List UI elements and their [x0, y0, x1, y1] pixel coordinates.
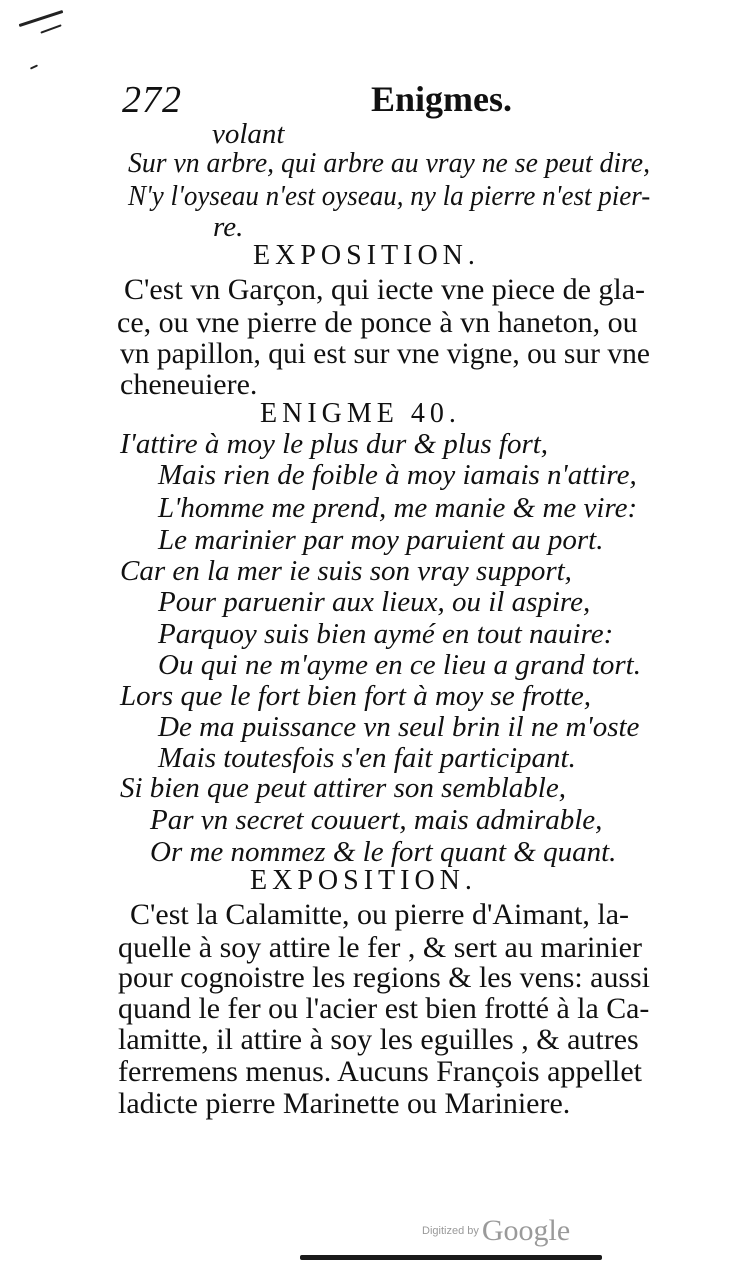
text-line: ce, ou vne pierre de ponce à vn haneton, ou	[117, 306, 638, 339]
text-line: Sur vn arbre, qui arbre au vray ne se peut dire,	[128, 147, 651, 179]
page-number: 272	[122, 79, 182, 121]
watermark-logo: Google	[481, 1214, 571, 1247]
text-line: ladicte pierre Marinette ou Mariniere.	[118, 1087, 571, 1120]
text-line: ferremens menus. Aucuns François appellet	[118, 1055, 643, 1088]
text-line: re.	[213, 211, 244, 243]
text-line: lamitte, il attire à soy les eguilles , & autres	[118, 1023, 639, 1056]
verse-line: L'homme me prend, me manie & me vire:	[158, 492, 638, 524]
exposition-heading: EXPOSITION.	[253, 240, 480, 271]
text-line: pour cognoistre les regions & les vens: aussi	[118, 961, 650, 994]
text-line: C'est vn Garçon, qui iecte vne piece de gla-	[124, 273, 646, 306]
exposition-heading: EXPOSITION.	[250, 865, 477, 896]
verse-line: Lors que le fort bien fort à moy se frotte,	[120, 680, 591, 712]
text-line: cheneuiere.	[120, 368, 258, 401]
verse-line: Car en la mer ie suis son vray support,	[120, 555, 572, 587]
text-line: volant	[212, 118, 285, 150]
verse-line: Pour paruenir aux lieux, ou il aspire,	[158, 586, 591, 618]
running-head	[122, 78, 512, 121]
verse-line: Mais rien de foible à moy iamais n'attire,	[158, 459, 637, 491]
enigme-heading: ENIGME 40.	[260, 398, 461, 429]
verse-line: Ou qui ne m'ayme en ce lieu a grand tort.	[158, 649, 641, 681]
text-line: vn papillon, qui est sur vne vigne, ou sur vne	[120, 337, 650, 370]
verse-line: Parquoy suis bien aymé en tout nauire:	[158, 618, 614, 650]
verse-line: Si bien que peut attirer son semblable,	[120, 772, 566, 804]
ink-mark	[19, 10, 64, 27]
running-title: Enigmes.	[370, 79, 512, 119]
text-line: quand le fer ou l'acier est bien frotté à la Ca-	[118, 992, 650, 1025]
verse-line: I'attire à moy le plus dur & plus fort,	[120, 428, 549, 460]
verse-line: De ma puissance vn seul brin il ne m'oste	[158, 711, 640, 743]
google-watermark	[422, 1214, 570, 1248]
text-line: N'y l'oyseau n'est oyseau, ny la pierre n'est pier-	[128, 180, 651, 212]
text-line: quelle à soy attire le fer , & sert au marinier	[118, 931, 642, 964]
ink-mark	[40, 24, 61, 33]
verse-line: Or me nommez & le fort quant & quant.	[150, 836, 617, 868]
bottom-rule	[300, 1255, 602, 1260]
verse-line: Mais toutesfois s'en fait participant.	[158, 742, 576, 774]
watermark-prefix: Digitized by	[422, 1225, 479, 1237]
text-line: C'est la Calamitte, ou pierre d'Aimant, la-	[130, 898, 629, 931]
verse-line: Le marinier par moy paruient au port.	[158, 524, 604, 556]
ink-mark	[30, 64, 38, 69]
verse-line: Par vn secret couuert, mais admirable,	[150, 804, 603, 836]
